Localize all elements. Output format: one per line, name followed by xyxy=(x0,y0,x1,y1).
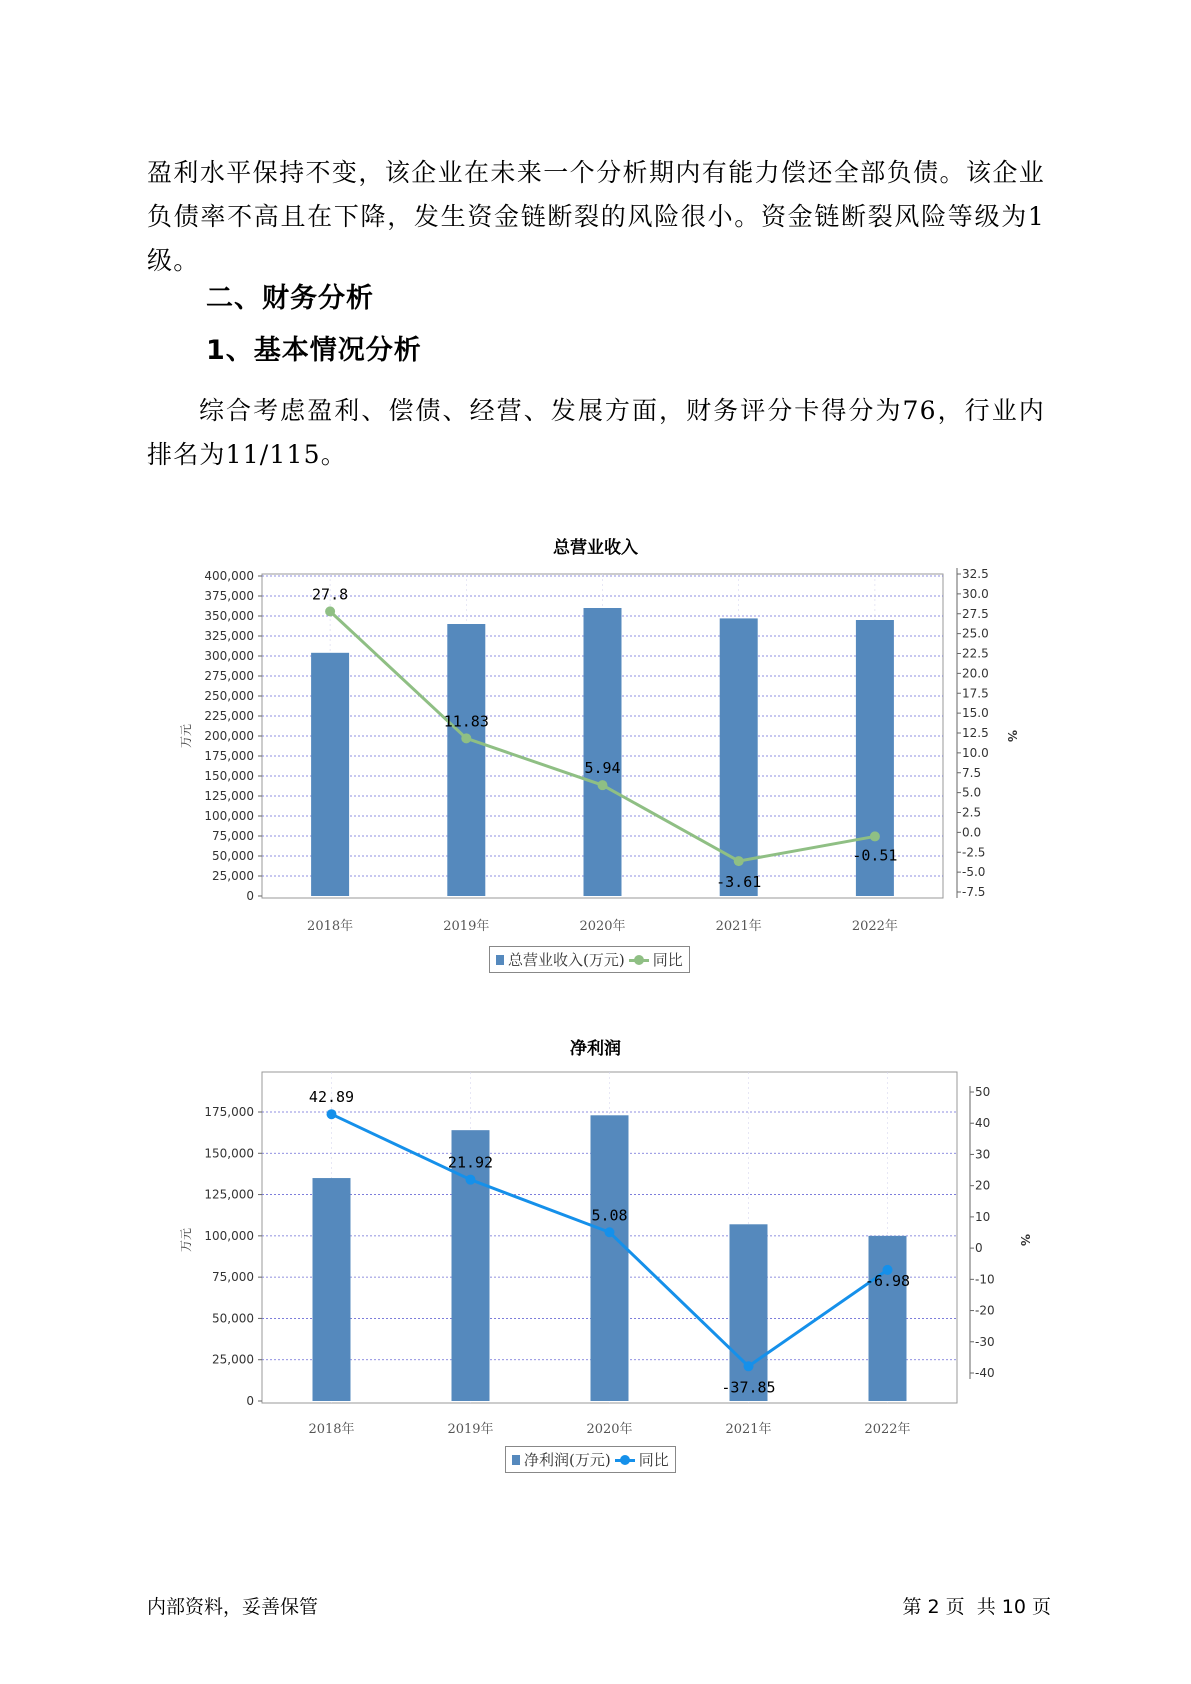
subsection-heading: 1、基本情况分析 xyxy=(206,335,422,366)
data-label: 42.89 xyxy=(308,1088,355,1107)
section-heading: 二、财务分析 xyxy=(206,283,374,314)
yoy-point-1 xyxy=(466,1175,476,1185)
y-tick-label: 300,000 xyxy=(204,649,254,663)
y2-tick-label: 17.5 xyxy=(962,686,989,701)
y-tick-label: 325,000 xyxy=(204,629,254,643)
footer-confidential: 内部资料，妥善保管 xyxy=(147,1596,319,1618)
y2-tick-label: 12.5 xyxy=(962,726,989,740)
y2-tick-label: 40 xyxy=(975,1116,991,1131)
y-tick-label: 125,000 xyxy=(204,1187,254,1202)
yoy-point-1 xyxy=(461,733,471,743)
y-tick-label: 100,000 xyxy=(204,809,254,823)
y-tick-label: 275,000 xyxy=(204,669,254,683)
yoy-point-4 xyxy=(870,831,880,841)
y-tick-label: 400,000 xyxy=(204,569,254,583)
y2-tick-label: 2.5 xyxy=(962,805,982,820)
y2-tick-label: -7.5 xyxy=(962,885,986,899)
yoy-point-3 xyxy=(744,1361,754,1371)
data-label: 11.83 xyxy=(443,712,489,731)
y2-tick-label: 7.5 xyxy=(962,765,982,780)
y-tick-label: 0 xyxy=(246,1394,254,1408)
legend-line-label: 同比 xyxy=(652,951,683,969)
bar-4 xyxy=(869,1236,907,1401)
y-tick-label: 75,000 xyxy=(212,1270,254,1285)
data-label: -6.98 xyxy=(864,1271,911,1290)
y-tick-label: 50,000 xyxy=(212,1311,254,1326)
y-tick-label: 250,000 xyxy=(204,689,254,703)
y-tick-label: 375,000 xyxy=(204,589,254,603)
y-tick-label: 350,000 xyxy=(204,609,254,623)
y-tick-label: 225,000 xyxy=(204,709,254,723)
y2-tick-label: 5.0 xyxy=(962,785,982,800)
y2-tick-label: 32.5 xyxy=(962,567,989,581)
data-label: -3.61 xyxy=(716,873,762,892)
y2-tick-label: -30 xyxy=(975,1334,995,1349)
y-tick-label: 150,000 xyxy=(204,769,254,783)
y2-axis-title: % xyxy=(1005,729,1019,743)
yoy-point-0 xyxy=(327,1109,337,1119)
bar-0 xyxy=(313,1178,351,1401)
x-tick-label: 2021年 xyxy=(715,919,762,934)
y2-tick-label: 20 xyxy=(975,1178,991,1193)
bar-1 xyxy=(447,624,485,896)
y2-tick-label: 15.0 xyxy=(962,706,989,721)
y-tick-label: 0 xyxy=(246,889,254,903)
bar-2 xyxy=(591,1115,629,1401)
y-tick-label: 200,000 xyxy=(204,729,254,743)
y-tick-label: 175,000 xyxy=(204,749,254,763)
y2-tick-label: 50 xyxy=(975,1085,991,1099)
legend-bar-label: 净利润(万元) xyxy=(524,1451,611,1469)
x-tick-label: 2022年 xyxy=(864,1422,911,1437)
chart-title-revenue: 总营业收入 xyxy=(553,538,638,558)
chart-title-net-profit: 净利润 xyxy=(570,1039,621,1059)
y2-tick-label: 0 xyxy=(975,1241,983,1256)
y2-tick-label: -2.5 xyxy=(962,845,986,860)
x-tick-label: 2019年 xyxy=(447,1422,494,1437)
bar-2 xyxy=(584,608,622,896)
yoy-point-2 xyxy=(605,1227,615,1237)
data-label: 5.94 xyxy=(584,759,621,778)
y-tick-label: 25,000 xyxy=(212,1352,254,1367)
y-tick-label: 50,000 xyxy=(212,849,254,863)
y2-tick-label: 30.0 xyxy=(962,586,989,601)
yoy-point-0 xyxy=(325,606,335,616)
legend-bar-label: 总营业收入(万元) xyxy=(508,951,625,969)
y2-tick-label: 20.0 xyxy=(962,666,989,681)
revenue-chart-legend xyxy=(489,946,690,973)
y2-tick-label: -5.0 xyxy=(962,865,986,880)
x-tick-label: 2018年 xyxy=(307,919,354,934)
x-tick-label: 2020年 xyxy=(579,919,626,934)
y2-tick-label: 25.0 xyxy=(962,626,989,641)
body-paragraph-1: 盈利水平保持不变，该企业在未来一个分析期内有能力偿还全部负债。该企业负债率不高且在下降，发生资金链断裂的风险很小。资金链断裂风险等级为1级。 xyxy=(147,158,1045,275)
data-label: 27.8 xyxy=(312,585,349,604)
y2-axis-title: % xyxy=(1018,1233,1032,1247)
legend-line-label: 同比 xyxy=(638,1451,669,1469)
data-label: -0.51 xyxy=(852,846,898,865)
line-legend-swatch xyxy=(629,954,649,966)
y2-tick-label: 10 xyxy=(975,1209,991,1224)
yoy-point-3 xyxy=(734,856,744,866)
x-tick-label: 2019年 xyxy=(443,919,490,934)
data-label: 21.92 xyxy=(447,1153,494,1172)
y2-tick-label: -20 xyxy=(975,1303,995,1318)
data-label: 5.08 xyxy=(591,1206,628,1225)
y-tick-label: 75,000 xyxy=(212,829,254,843)
y-tick-label: 100,000 xyxy=(204,1228,254,1243)
y2-tick-label: -10 xyxy=(975,1272,995,1287)
y2-tick-label: 10.0 xyxy=(962,745,989,760)
y2-tick-label: 27.5 xyxy=(962,606,989,621)
y-tick-label: 25,000 xyxy=(212,869,254,883)
data-label: -37.85 xyxy=(721,1378,776,1397)
bar-0 xyxy=(311,653,349,896)
bar-legend-swatch xyxy=(512,1455,520,1465)
bar-3 xyxy=(730,1224,768,1401)
y-tick-label: 125,000 xyxy=(204,789,254,803)
net-profit-chart xyxy=(0,1060,1191,1440)
x-tick-label: 2021年 xyxy=(725,1422,772,1437)
x-tick-label: 2020年 xyxy=(586,1422,633,1437)
y2-tick-label: 0.0 xyxy=(962,825,982,840)
y2-tick-label: 30 xyxy=(975,1147,991,1162)
x-tick-label: 2022年 xyxy=(851,919,898,934)
y2-tick-label: -40 xyxy=(975,1366,995,1380)
y2-tick-label: 22.5 xyxy=(962,646,989,661)
line-legend-swatch xyxy=(615,1454,635,1466)
y-tick-label: 175,000 xyxy=(204,1105,254,1119)
yoy-point-2 xyxy=(598,780,608,790)
y-axis-title: 万元 xyxy=(179,1227,193,1253)
x-tick-label: 2018年 xyxy=(308,1422,355,1437)
revenue-chart xyxy=(0,560,1191,940)
footer-page-number: 第 2 页 共 10 页 xyxy=(902,1596,1051,1618)
bar-legend-swatch xyxy=(496,955,504,965)
body-paragraph-2: 综合考虑盈利、偿债、经营、发展方面，财务评分卡得分为76，行业内排名为11/115。 xyxy=(147,396,1045,469)
y-tick-label: 150,000 xyxy=(204,1146,254,1161)
net-profit-chart-legend xyxy=(505,1446,676,1473)
y-axis-title: 万元 xyxy=(179,723,193,749)
